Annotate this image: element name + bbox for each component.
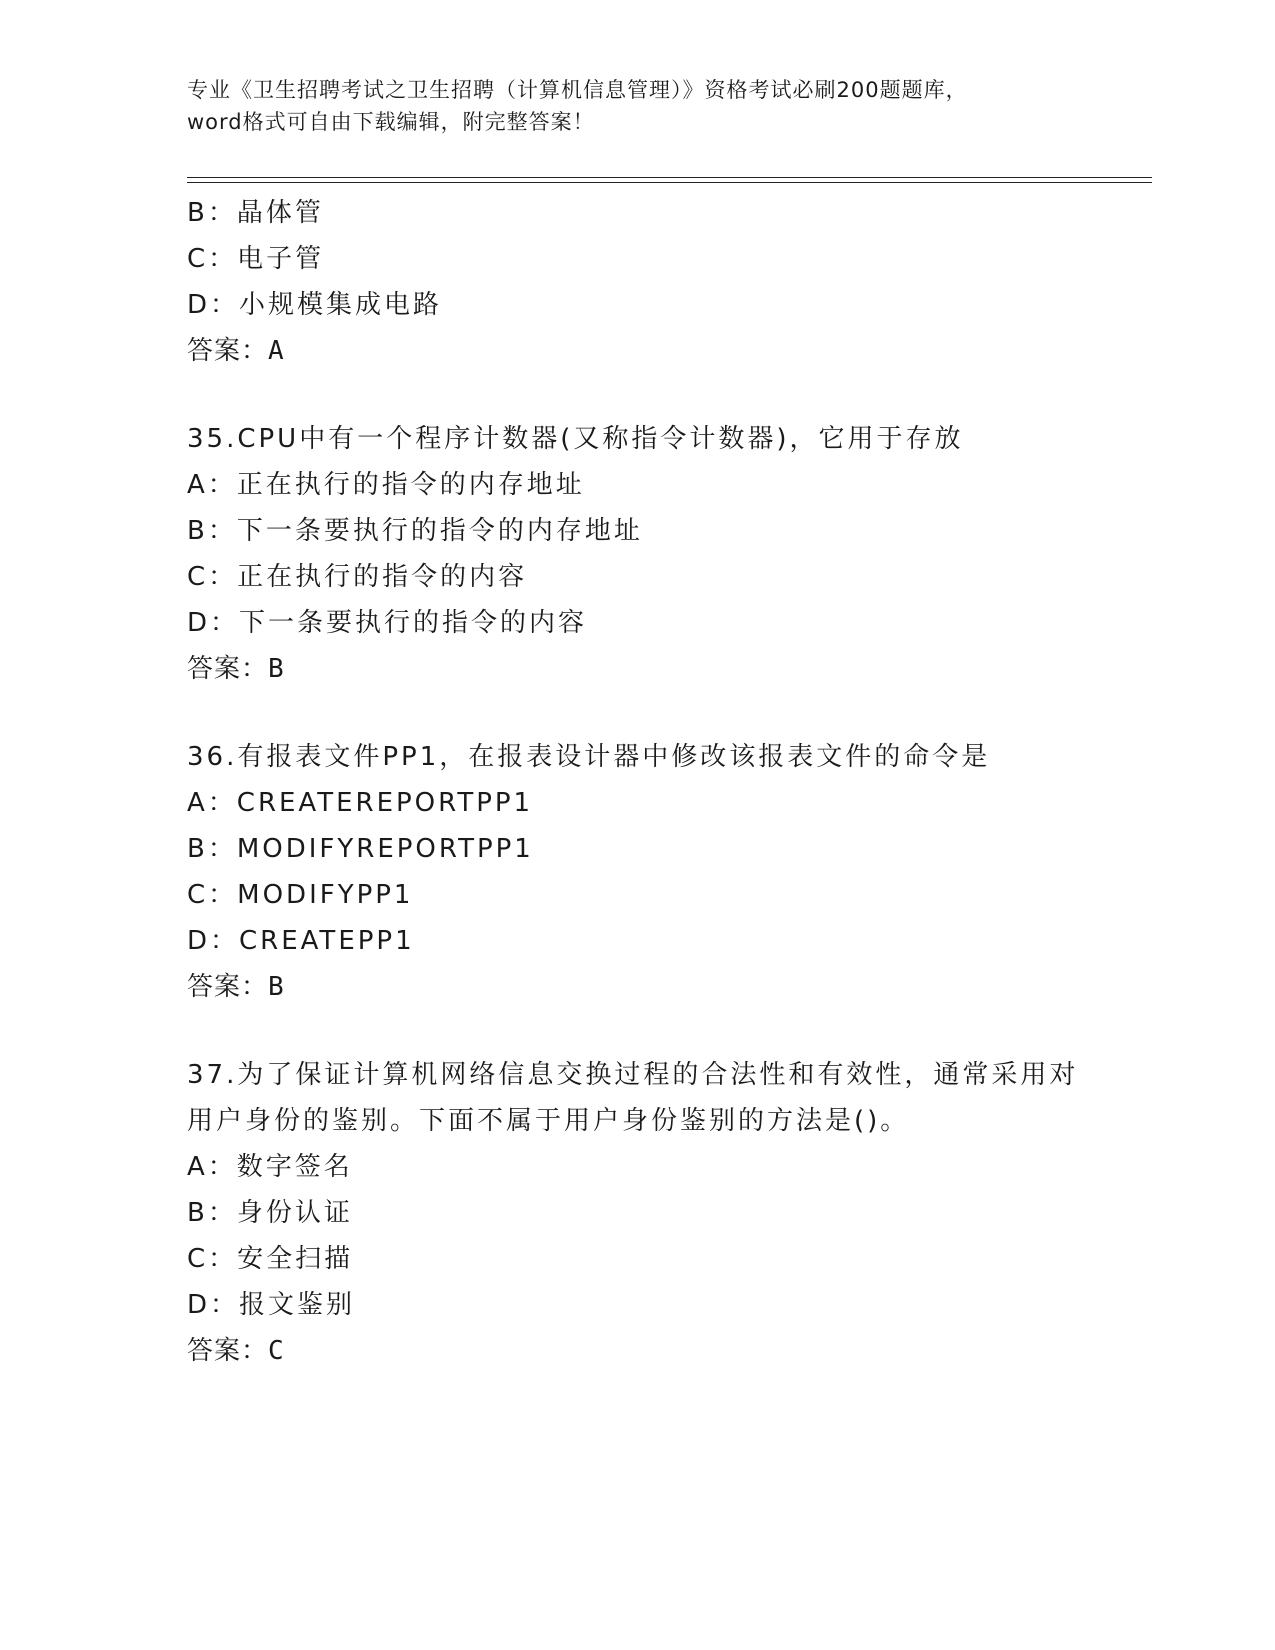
question-text-line-2: 用户身份的鉴别。下面不属于用户身份鉴别的方法是()。 bbox=[187, 1106, 910, 1136]
option-a: A：数字签名 bbox=[187, 1152, 353, 1182]
option-c: C：安全扫描 bbox=[187, 1244, 354, 1274]
header-divider-bottom bbox=[187, 182, 1152, 183]
spacer bbox=[187, 692, 1147, 734]
option-c: C：电子管 bbox=[187, 244, 325, 274]
option-a: A：CREATEREPORTPP1 bbox=[187, 788, 534, 818]
option-b: B：身份认证 bbox=[187, 1198, 353, 1228]
question-block-35 bbox=[187, 416, 1147, 692]
spacer bbox=[187, 1010, 1147, 1052]
answer: 答案：A bbox=[187, 336, 285, 366]
answer: 答案：B bbox=[187, 972, 285, 1002]
spacer bbox=[187, 374, 1147, 416]
question-block-34 bbox=[187, 190, 1147, 374]
page-header bbox=[187, 74, 1087, 138]
header-line-2: word格式可自由下载编辑，附完整答案！ bbox=[187, 110, 595, 134]
header-divider-top bbox=[187, 177, 1152, 178]
option-c: C：正在执行的指令的内容 bbox=[187, 562, 528, 592]
question-text: 35.CPU中有一个程序计数器(又称指令计数器)，它用于存放 bbox=[187, 424, 964, 454]
option-b: B：下一条要执行的指令的内存地址 bbox=[187, 516, 643, 546]
option-d: D：下一条要执行的指令的内容 bbox=[187, 608, 588, 638]
option-d: D：报文鉴别 bbox=[187, 1290, 356, 1320]
question-block-37 bbox=[187, 1052, 1147, 1374]
question-text-line-1: 37.为了保证计算机网络信息交换过程的合法性和有效性，通常采用对 bbox=[187, 1060, 1079, 1090]
option-d: D：小规模集成电路 bbox=[187, 290, 443, 320]
question-text: 36.有报表文件PP1，在报表设计器中修改该报表文件的命令是 bbox=[187, 742, 991, 772]
option-b: B：晶体管 bbox=[187, 198, 324, 228]
option-b: B：MODIFYREPORTPP1 bbox=[187, 834, 534, 864]
answer: 答案：B bbox=[187, 654, 285, 684]
option-a: A：正在执行的指令的内存地址 bbox=[187, 470, 585, 500]
question-list bbox=[187, 190, 1147, 1374]
option-d: D：CREATEPP1 bbox=[187, 926, 415, 956]
answer: 答案：C bbox=[187, 1336, 285, 1366]
option-c: C：MODIFYPP1 bbox=[187, 880, 414, 910]
question-block-36 bbox=[187, 734, 1147, 1010]
header-line-1: 专业《卫生招聘考试之卫生招聘（计算机信息管理）》资格考试必刷200题题库， bbox=[187, 78, 968, 102]
